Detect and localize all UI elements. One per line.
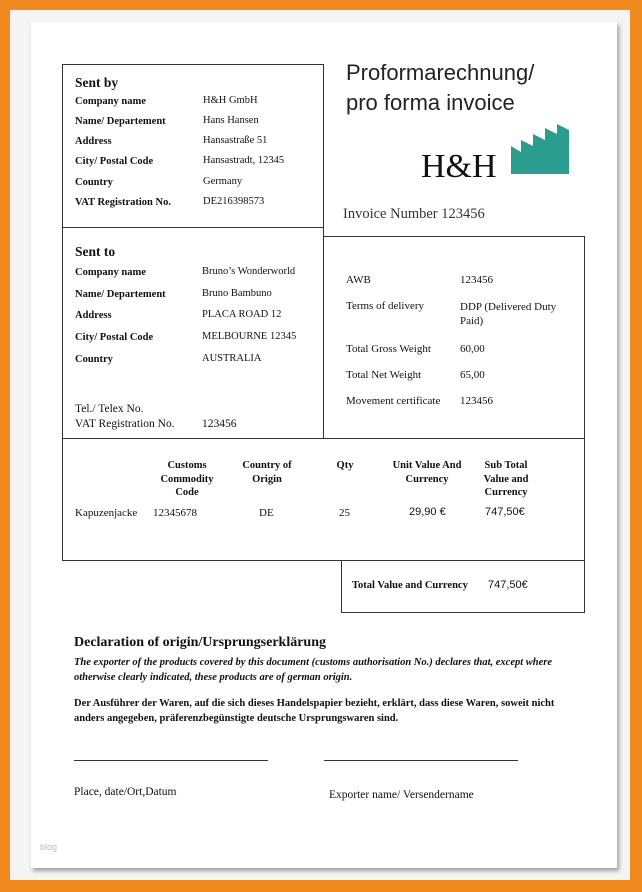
- sent-to-heading: Sent to: [75, 244, 116, 259]
- column-header-unit-value: Unit Value And Currency: [392, 460, 462, 485]
- sent-by-box: [62, 64, 324, 228]
- vat-label: VAT Registration No.: [75, 418, 175, 430]
- shipping-box: [323, 236, 585, 439]
- item-description: Kapuzenjacke: [75, 507, 138, 519]
- sent-to-value: Bruno’s Wonderworld: [202, 266, 296, 277]
- total-value: 747,50€: [488, 579, 528, 591]
- item-origin: DE: [259, 507, 274, 519]
- place-date-signature-line: [74, 760, 268, 761]
- shipping-value: DDP (Delivered Duty Paid): [460, 301, 557, 327]
- sent-to-box: [62, 227, 324, 439]
- shipping-label: Terms of delivery: [346, 300, 425, 312]
- sent-by-label: Address: [75, 136, 112, 147]
- item-sub-total: 747,50€: [485, 506, 525, 518]
- exporter-signature-line: [324, 760, 518, 761]
- shipping-label: Total Gross Weight: [346, 343, 431, 355]
- watermark-text: blog: [40, 842, 58, 852]
- factory-logo-icon: [511, 124, 569, 174]
- exporter-name-label: Exporter name/ Versendername: [329, 789, 474, 801]
- declaration-title: Declaration of origin/Ursprungserklärung: [74, 635, 326, 650]
- items-table: [62, 438, 585, 561]
- item-commodity-code: 12345678: [153, 507, 197, 519]
- sent-by-value: H&H GmbH: [203, 95, 258, 106]
- column-header-commodity: Customs Commodity Code: [160, 460, 214, 498]
- sent-by-label: Company name: [75, 96, 146, 107]
- sent-by-label: VAT Registration No.: [75, 197, 171, 208]
- company-logo-text: H&H: [421, 148, 497, 185]
- item-unit-value: 29,90 €: [409, 506, 446, 518]
- sent-by-heading: Sent by: [75, 75, 119, 90]
- item-qty: 25: [339, 507, 350, 519]
- sent-to-label: Name/ Departement: [75, 289, 166, 300]
- shipping-value: 60,00: [460, 343, 485, 355]
- sent-by-value: Hansastradt, 12345: [203, 155, 285, 166]
- column-header-sub-total: Sub Total Value and Currency: [483, 460, 529, 498]
- sent-to-value: Bruno Bambuno: [202, 288, 272, 299]
- shipping-value: 123456: [460, 395, 493, 407]
- title-line-1: Proformarechnung/: [346, 60, 535, 85]
- vat-value: 123456: [202, 418, 237, 430]
- declaration-german: Der Ausführer der Waren, auf die sich dieses Handelspapier bezieht, erklärt, dass diese Waren, soweit nicht anders angegeben, präferenzbegünstigte deutsche Ursprungswaren sind.: [74, 698, 555, 724]
- sent-by-value: Germany: [203, 176, 243, 187]
- place-date-label: Place, date/Ort,Datum: [74, 786, 177, 798]
- sent-to-value: PLACA ROAD 12: [202, 309, 282, 320]
- sent-to-label: Country: [75, 354, 113, 365]
- document-title: [346, 58, 534, 118]
- column-header-origin: Country of Origin: [242, 460, 292, 485]
- total-box: [341, 560, 585, 613]
- sent-to-label: City/ Postal Code: [75, 332, 154, 343]
- shipping-value: 123456: [460, 274, 493, 286]
- sent-to-label: Address: [75, 310, 112, 321]
- sent-by-label: Name/ Departement: [75, 116, 166, 127]
- column-header-qty: Qty: [336, 460, 354, 471]
- sent-by-value: DE216398573: [203, 196, 265, 207]
- sent-by-value: Hansastraße 51: [203, 135, 268, 146]
- tel-label: Tel./ Telex No.: [75, 403, 144, 415]
- shipping-value: 65,00: [460, 369, 485, 381]
- invoice-number: Invoice Number 123456: [343, 206, 485, 222]
- sent-to-value: AUSTRALIA: [202, 353, 262, 364]
- title-line-2: pro forma invoice: [346, 90, 515, 115]
- shipping-label: Movement certificate: [346, 395, 441, 407]
- total-label: Total Value and Currency: [352, 580, 468, 591]
- page-background: [10, 10, 630, 880]
- sent-to-label: Company name: [75, 267, 146, 278]
- sent-by-label: City/ Postal Code: [75, 156, 154, 167]
- sent-by-value: Hans Hansen: [203, 115, 259, 126]
- shipping-label: AWB: [346, 274, 371, 286]
- shipping-label: Total Net Weight: [346, 369, 422, 381]
- sent-by-label: Country: [75, 177, 113, 188]
- invoice-sheet: [31, 22, 617, 868]
- sent-to-value: MELBOURNE 12345: [202, 331, 297, 342]
- declaration-english: The exporter of the products covered by this document (customs authorisation No.) declares that, except where otherwise clearly indicated, these products are of german origin.: [74, 657, 553, 683]
